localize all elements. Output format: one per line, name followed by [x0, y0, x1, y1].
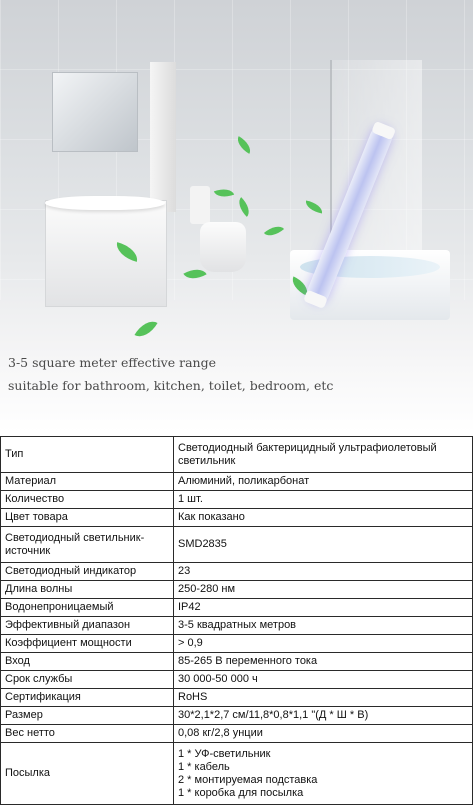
table-row	[1, 689, 473, 707]
spec-label: Материал	[1, 473, 174, 491]
spec-value: 3-5 квадратных метров	[174, 617, 473, 635]
spec-value: 23	[174, 563, 473, 581]
table-row	[1, 437, 473, 473]
spec-value: Алюминий, поликарбонат	[174, 473, 473, 491]
spec-value: Светодиодный бактерицидный ультрафиолетовый светильник	[174, 437, 473, 473]
spec-value: 250-280 нм	[174, 581, 473, 599]
banner-range-text: 3-5 square meter effective range	[8, 355, 216, 370]
spec-value: 30*2,1*2,7 см/11,8*0,8*1,1 "(Д * Ш * В)	[174, 707, 473, 725]
table-row	[1, 671, 473, 689]
spec-label: Посылка	[1, 743, 174, 805]
spec-label: Срок службы	[1, 671, 174, 689]
spec-label: Цвет товара	[1, 509, 174, 527]
spec-value: 0,08 кг/2,8 унции	[174, 725, 473, 743]
spec-label: Размер	[1, 707, 174, 725]
table-row	[1, 635, 473, 653]
table-row	[1, 491, 473, 509]
vanity-cabinet	[45, 200, 167, 307]
spec-label: Светодиодный индикатор	[1, 563, 174, 581]
package-item: 1 * кабель	[178, 760, 230, 773]
spec-label: Водонепроницаемый	[1, 599, 174, 617]
spec-label: Эффективный диапазон	[1, 617, 174, 635]
banner-usage-text: suitable for bathroom, kitchen, toilet, bedroom, etc	[8, 378, 334, 393]
toilet-tank	[190, 186, 210, 224]
spec-value: 1 шт.	[174, 491, 473, 509]
spec-value: Как показано	[174, 509, 473, 527]
spec-label: Светодиодный светильник-источник	[1, 527, 174, 563]
table-row	[1, 581, 473, 599]
spec-label: Вход	[1, 653, 174, 671]
spec-value: 85-265 В переменного тока	[174, 653, 473, 671]
spec-label: Длина волны	[1, 581, 174, 599]
specs-table	[0, 436, 473, 805]
table-row	[1, 653, 473, 671]
spec-label: Коэффициент мощности	[1, 635, 174, 653]
bathroom-mirror	[52, 72, 138, 152]
spec-value: SMD2835	[174, 527, 473, 563]
table-row	[1, 527, 473, 563]
table-row	[1, 725, 473, 743]
table-row	[1, 509, 473, 527]
table-row	[1, 617, 473, 635]
spec-value: > 0,9	[174, 635, 473, 653]
sink	[45, 196, 165, 210]
toilet	[200, 222, 246, 272]
spec-label: Тип	[1, 437, 174, 473]
table-row	[1, 473, 473, 491]
spec-value: 30 000-50 000 ч	[174, 671, 473, 689]
spec-value-list	[174, 743, 473, 805]
table-row	[1, 599, 473, 617]
spec-label: Количество	[1, 491, 174, 509]
package-item: 1 * УФ-светильник	[178, 747, 271, 760]
leaf-icon	[134, 316, 157, 342]
package-item: 1 * коробка для посылка	[178, 786, 304, 799]
table-row	[1, 563, 473, 581]
table-row	[1, 743, 473, 805]
table-row	[1, 707, 473, 725]
banner-caption	[8, 351, 338, 397]
wall-cabinet	[150, 62, 176, 212]
package-item: 2 * монтируемая подставка	[178, 773, 318, 786]
spec-label: Сертификация	[1, 689, 174, 707]
spec-value: IP42	[174, 599, 473, 617]
spec-value: RoHS	[174, 689, 473, 707]
spec-label: Вес нетто	[1, 725, 174, 743]
